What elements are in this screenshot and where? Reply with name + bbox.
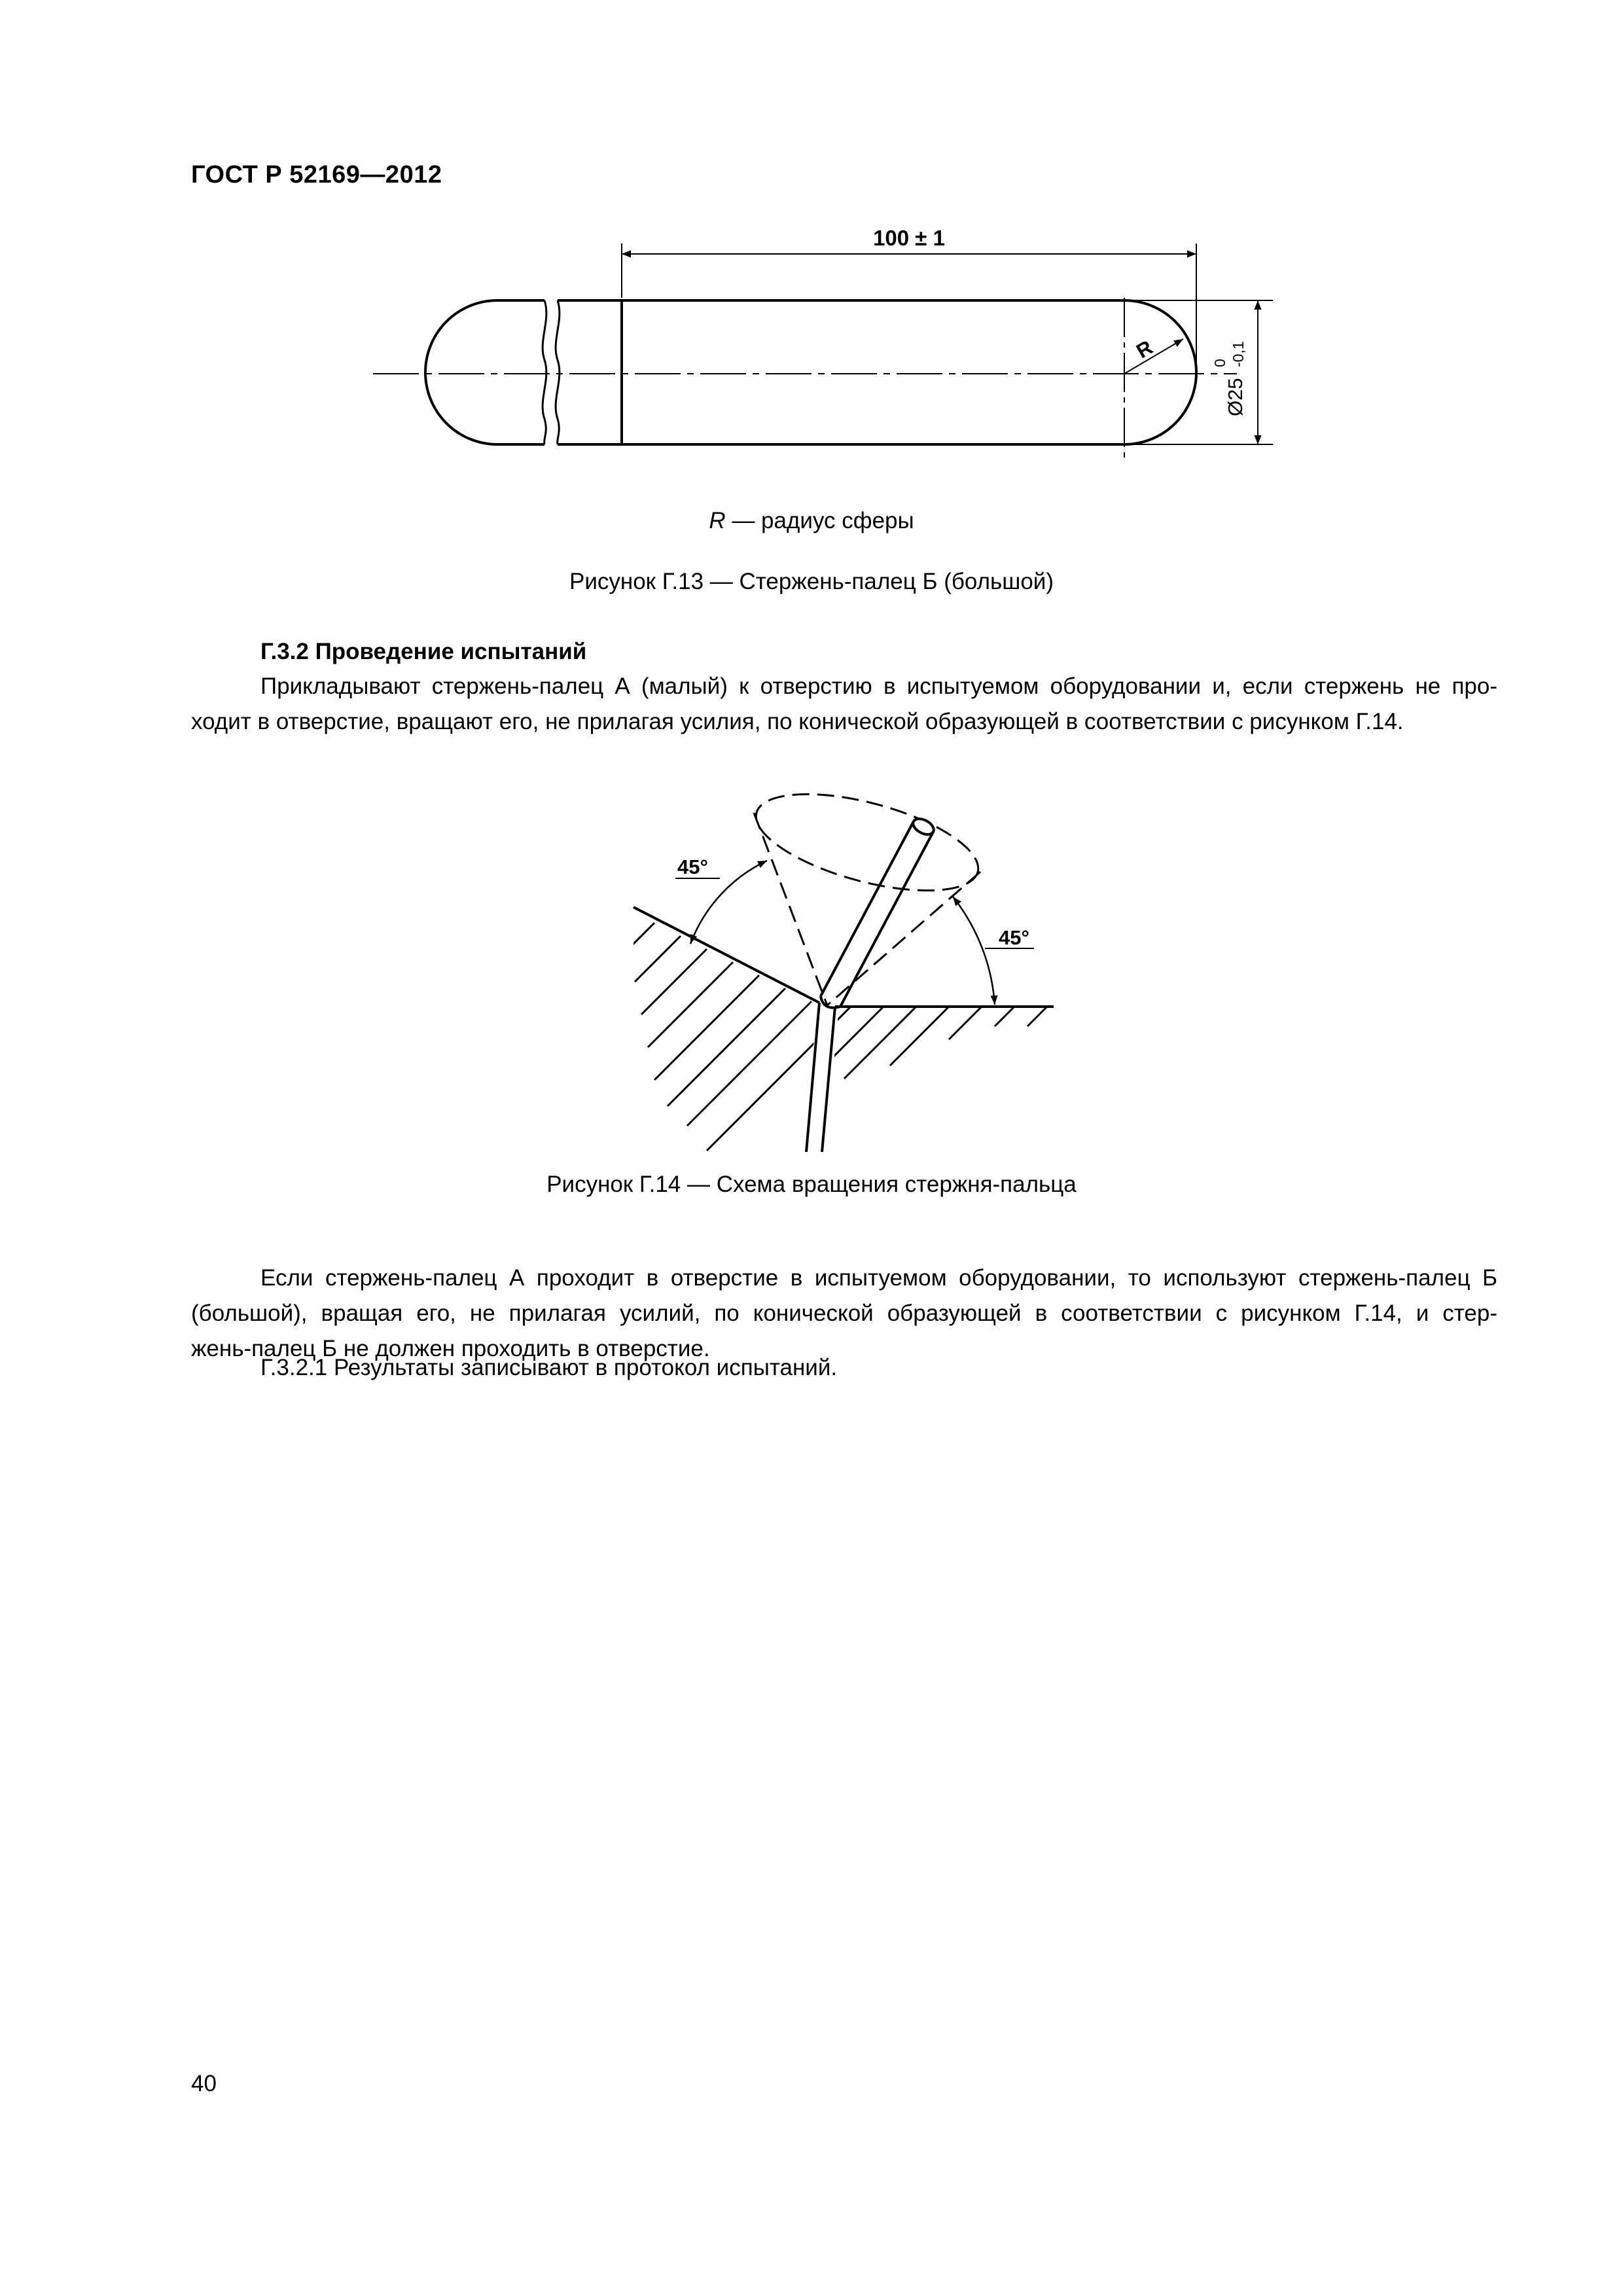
figure-13-drawing [0, 196, 1623, 484]
break-line-2 [556, 300, 560, 444]
surface-hatching [628, 923, 1047, 1151]
paragraph-procedure [191, 669, 1497, 740]
rod-body [622, 300, 1196, 444]
diameter-label: Ø25 [1224, 378, 1247, 416]
tolerance-upper: 0 [1211, 359, 1228, 367]
paragraph-finger-b [191, 1261, 1497, 1367]
paragraph-line: (большой), вращая его, не прилагая усилий, по конической образующей в соответствии с рисунком Г.14, и стер- [191, 1300, 1497, 1326]
figure-14-drawing [589, 772, 1086, 1165]
cone-generator-left [754, 813, 827, 1005]
paragraph-line: Если стержень-палец А проходит в отверстие в испытуемом оборудовании, то используют стержень-палец Б [260, 1265, 1497, 1291]
finger-rod [821, 816, 936, 1007]
rod-segment [558, 300, 622, 444]
page-number: 40 [191, 2071, 217, 2096]
length-label: 100 ± 1 [873, 226, 945, 250]
figure-14-caption: Рисунок Г.14 — Схема вращения стержня-пальца [546, 1172, 1077, 1197]
paragraph-results: Г.3.2.1 Результаты записывают в протокол испытаний. [260, 1355, 838, 1380]
paragraph-line: Прикладывают стержень-палец А (малый) к отверстию в испытуемом оборудовании и, если стержень не про- [260, 673, 1497, 699]
figure-13-caption: Рисунок Г.13 — Стержень-палец Б (большой) [569, 569, 1054, 594]
paragraph-line: ходит в отверстие, вращают его, не прилагая усилия, по конической образующей в соответствии с рисунком Г.14. [191, 709, 1404, 734]
figure-13-legend [0, 508, 1623, 534]
legend-text: — радиус сферы [725, 508, 914, 533]
angle-label-left: 45° [677, 855, 708, 878]
document-header: ГОСТ Р 52169—2012 [191, 161, 442, 188]
angle-arc-right [953, 897, 995, 1005]
legend-symbol: R [709, 508, 726, 533]
angle-label-right: 45° [999, 926, 1029, 949]
paragraph-line: жень-палец Б не должен проходить в отверстие. [191, 1336, 710, 1361]
radius-label: R [1132, 335, 1157, 363]
section-heading: Г.3.2 Проведение испытаний [260, 639, 587, 664]
left-dome [425, 300, 544, 444]
tolerance-lower: -0,1 [1230, 341, 1247, 367]
